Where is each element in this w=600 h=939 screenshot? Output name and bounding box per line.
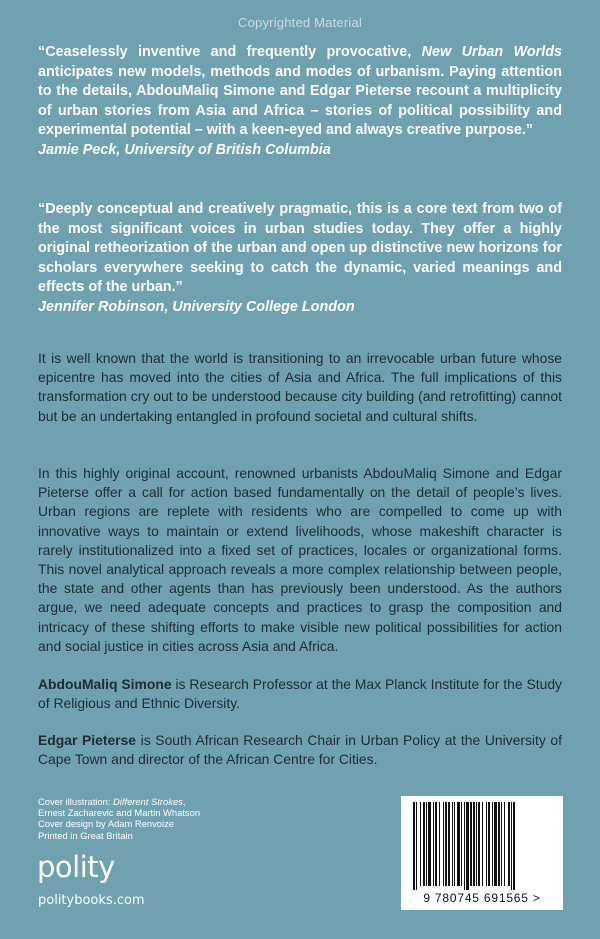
isbn-number: 9 780745 691565 >: [423, 891, 541, 905]
quote-text-after: anticipates new models, methods and modes of urbanism. Paying attention to the details, AbdouMaliq Simone and Edgar Pieterse recount a multiplicity of urban stories from Asia and Africa – stories of political possibility and experimental potential – with a keen-eyed and always creative purpose.”: [38, 63, 562, 138]
barcode-bar: [513, 802, 515, 890]
author-name: AbdouMaliq Simone: [38, 676, 172, 692]
barcode-bar: [501, 802, 502, 886]
barcode-bar: [486, 802, 487, 886]
copyright-watermark: Copyrighted Material: [238, 15, 362, 30]
barcode-bar: [452, 802, 453, 886]
quote-text: “Deeply conceptual and creatively pragmatic, this is a core text from two of the most significant voices in urban studies today. They offer a highly original retheorization of the urban and open up distinctive new horizons for scholars everywhere seeking to catch the dynamic, varied meanings and effects of the urban.”: [38, 201, 562, 295]
illustration-credit: [38, 796, 298, 807]
barcode-bar: [504, 802, 505, 886]
barcode-bar: [494, 802, 497, 886]
barcode-bar: [492, 802, 493, 886]
barcode-bar: [413, 802, 415, 890]
barcode-bar: [423, 802, 425, 886]
barcode-bar: [439, 802, 440, 886]
illustration-artists: Ernest Zacharevic and Martin Whatson: [38, 807, 201, 819]
author-bio-pieterse: [38, 731, 562, 769]
barcode-bar: [478, 802, 480, 886]
quote-text-before: “Ceaselessly inventive and frequently provocative,: [38, 44, 422, 60]
barcode-bar: [461, 802, 462, 886]
design-credit: Cover design by Adam Renvoize: [38, 818, 175, 830]
barcode-bar: [416, 802, 417, 890]
barcode-bar: [473, 802, 475, 886]
barcode-bar: [466, 802, 469, 890]
barcode-bar: [428, 802, 431, 886]
barcode-bar: [464, 802, 465, 890]
barcode-bar: [498, 802, 500, 886]
cover-credits: [38, 796, 298, 841]
publisher-website: politybooks.com: [38, 893, 145, 908]
barcode-bars: [409, 802, 555, 890]
illustration-label: Cover illustration:: [38, 796, 114, 807]
barcode-bar: [426, 802, 427, 886]
quote-attribution: Jennifer Robinson, University College London: [38, 298, 355, 315]
barcode-bar: [488, 802, 490, 886]
review-quote-2: [38, 200, 562, 317]
barcode-bar: [482, 802, 483, 886]
review-quote-1: [38, 43, 562, 160]
illustration-title: Different Strokes: [113, 796, 183, 807]
barcode-bar: [433, 802, 434, 886]
isbn-barcode: [401, 796, 563, 910]
blurb-paragraph-1: It is well known that the world is transitioning to an irrevocable urban future whose epicentre has moved into the cities of Asia and Africa. The full implications of this transformation cry out to be understood because city building (and retrofitting) cannot but be an undertaking entangled in profound societal and cultural shifts.: [38, 350, 562, 424]
barcode-bar: [448, 802, 450, 886]
barcode-bar: [476, 802, 477, 886]
book-title: New Urban Worlds: [421, 44, 562, 60]
quote-attribution: Jamie Peck, University of British Columbia: [38, 141, 331, 158]
illustration-suffix: ,: [182, 796, 186, 807]
author-name: Edgar Pieterse: [38, 732, 137, 748]
author-bio-text: is South African Research Chair in Urban Policy at the University of Cape Town and director of the African Centre for Cities.: [38, 732, 562, 768]
author-bio-text: is Research Professor at the Max Planck Institute for the Study of Religious and Ethnic Diversity.: [38, 676, 562, 712]
barcode-bar: [511, 802, 512, 890]
polity-logo: polity: [37, 850, 115, 884]
printed-note: Printed in Great Britain: [38, 829, 133, 841]
barcode-bar: [457, 802, 460, 886]
barcode-bar: [443, 802, 444, 886]
author-bio-simone: [38, 675, 562, 713]
barcode-bar: [420, 802, 421, 886]
barcode-bar: [445, 802, 447, 886]
barcode-bar: [470, 802, 472, 886]
barcode-bar: [454, 802, 455, 886]
blurb-paragraph-2: In this highly original account, renowned urbanists AbdouMaliq Simone and Edgar Pieterse offer a call for action based fundamentally on the detail of people’s lives. Urban regions are replete with residents who are compelled to come up with innovative ways to maintain or extend livelihoods, whose makeshift character is rarely institutionalized into a fixed set of practices, locales or organizational forms. This novel analytical approach reveals a more complex relationship between people, the state and other agents than has previously been understood. As the authors argue, we need adequate concepts and practices to grasp the composition and intricacy of these shifting efforts to make visible new political possibilities for action and social justice in cities across Asia and Africa.: [38, 465, 562, 654]
barcode-bar: [508, 802, 510, 886]
barcode-bar: [435, 802, 437, 886]
